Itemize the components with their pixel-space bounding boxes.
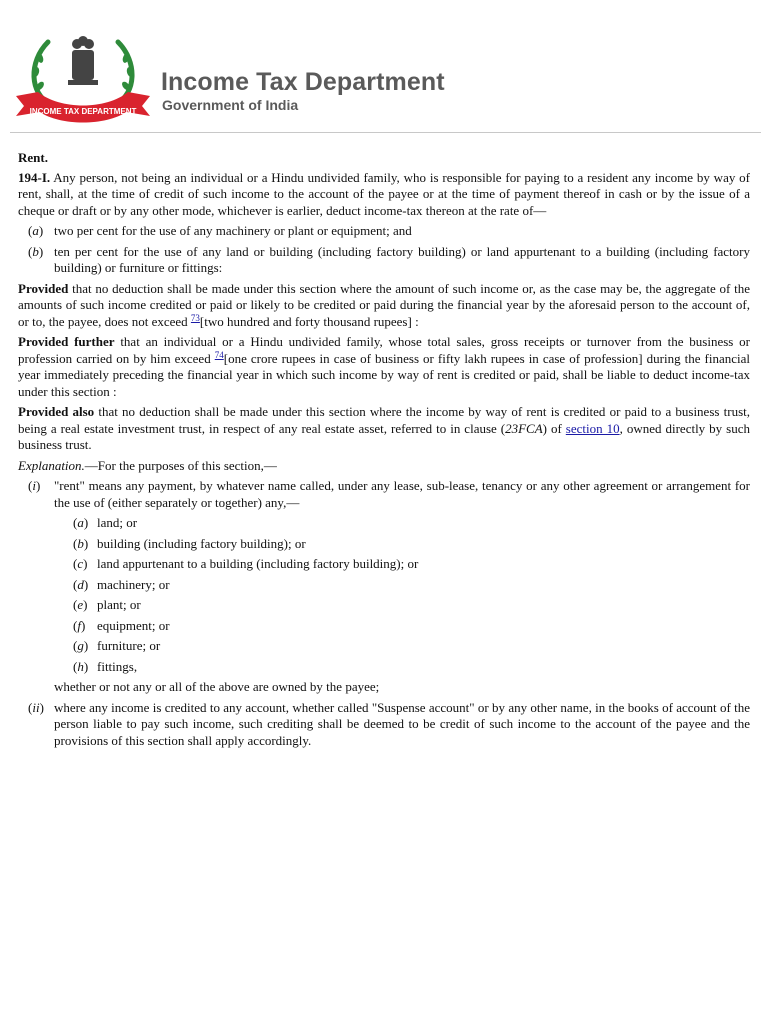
explanation-tail: whether or not any or all of the above are owned by the payee; [54, 679, 380, 694]
proviso-label: Provided also [18, 404, 95, 419]
section-intro-text: Any person, not being an individual or a Hindu undivided family, who is responsible for paying to a resident any income by way of rent, shall, at the time of credit of such income to the account of the payee or at the time of payment thereof in cash or by the issue of a cheque or draft or by any other mode, whichever is earlier, deduct income-tax thereon at the rate of— [18, 169, 750, 218]
rent-item-f: (f) equipment; or [73, 617, 170, 633]
section-number: 194-I. [18, 169, 51, 185]
footnote-74-link[interactable]: 74 [214, 349, 224, 360]
department-subtitle: Government of India [162, 97, 299, 113]
department-title: Income Tax Department [161, 68, 445, 96]
rent-item-c: (c) land appurtenant to a building (including factory building); or [73, 556, 419, 571]
explanation-text: where any income is credited to any account, whether called "Suspense account" or by any other name, in the books of account of the person liable to pay such income, such crediting shall be deemed to be credit of such income to the account of the payee and the provisions of this section shall apply accordingly. [54, 699, 750, 748]
proviso-label: Provided [18, 280, 69, 296]
section-heading: Rent. [18, 150, 48, 165]
explanation-item-ii [18, 700, 750, 750]
rent-item-a: (a) land; or [73, 515, 138, 530]
explanation-text: "rent" means any payment, by whatever name called, under any lease, sub-lease, tenancy or any other agreement or arrangement for the use of (either separately or together) any,— [54, 478, 750, 510]
rate-text: ten per cent for the use of any land or building (including factory building) or land appurtenant to a building (including factory building) or furniture or fittings: [54, 243, 750, 275]
proviso-first: Provided that no deduction shall be made under this section where the amount of such income or, as the case may be, the aggregate of the amounts of such income credited or paid or likely to be credited or paid during the financial year by the aforesaid person to the account of, or to, the payee, does not exceed $^{73}$[two hundred and forty thousand rupees] : [18, 280, 750, 329]
rate-text: two per cent for the use of any machinery or plant or equipment; and [54, 223, 412, 238]
income-tax-logo [10, 26, 156, 126]
rent-item-b: (b) building (including factory building); or [73, 535, 306, 551]
rent-item-g: (g) furniture; or [73, 638, 161, 653]
header-divider [10, 132, 761, 133]
explanation-item-i [18, 478, 750, 511]
proviso-also: Provided also that no deduction shall be made under this section where the income by way of rent is credited or paid to a business trust, being a real estate investment trust, in respect of any real estate asset, referred to in clause (23FCA) of section 10, owned directly by such business trust. [18, 404, 750, 452]
proviso-label: Provided further [18, 334, 115, 349]
explanation-marker: (ii) [28, 699, 44, 715]
rent-item-h: (h) fittings, [73, 658, 138, 674]
explanation-heading: Explanation.—For the purposes of this section,— [18, 457, 277, 473]
explanation-marker: (i) [28, 478, 41, 493]
logo-banner-text: INCOME TAX DEPARTMENT [29, 107, 137, 116]
document-body [18, 150, 750, 753]
rate-marker: (b) [28, 243, 44, 259]
footnote-73-link[interactable]: 73 [190, 312, 200, 323]
rate-item-b [18, 244, 750, 277]
rate-item-a [18, 223, 750, 240]
rent-item-e: (e) plant; or [73, 597, 141, 612]
rate-marker: (a) [28, 223, 44, 238]
proviso-further: Provided further that an individual or a Hindu undivided family, whose total sales, gross receipts or turnover from the business or profession carried on by him exceed $^{74}$[one crore rupees in case of business or fifty lakh rupees in case of profession] during the financial year immediately preceding the financial year in which such income by way of rent is credited or paid, shall be liable to deduct income-tax under this section : [18, 334, 750, 399]
rent-item-d: (d) machinery; or [73, 576, 170, 592]
section-10-link[interactable]: section 10 [565, 420, 620, 436]
page-header [0, 0, 768, 133]
section-intro [18, 170, 750, 220]
